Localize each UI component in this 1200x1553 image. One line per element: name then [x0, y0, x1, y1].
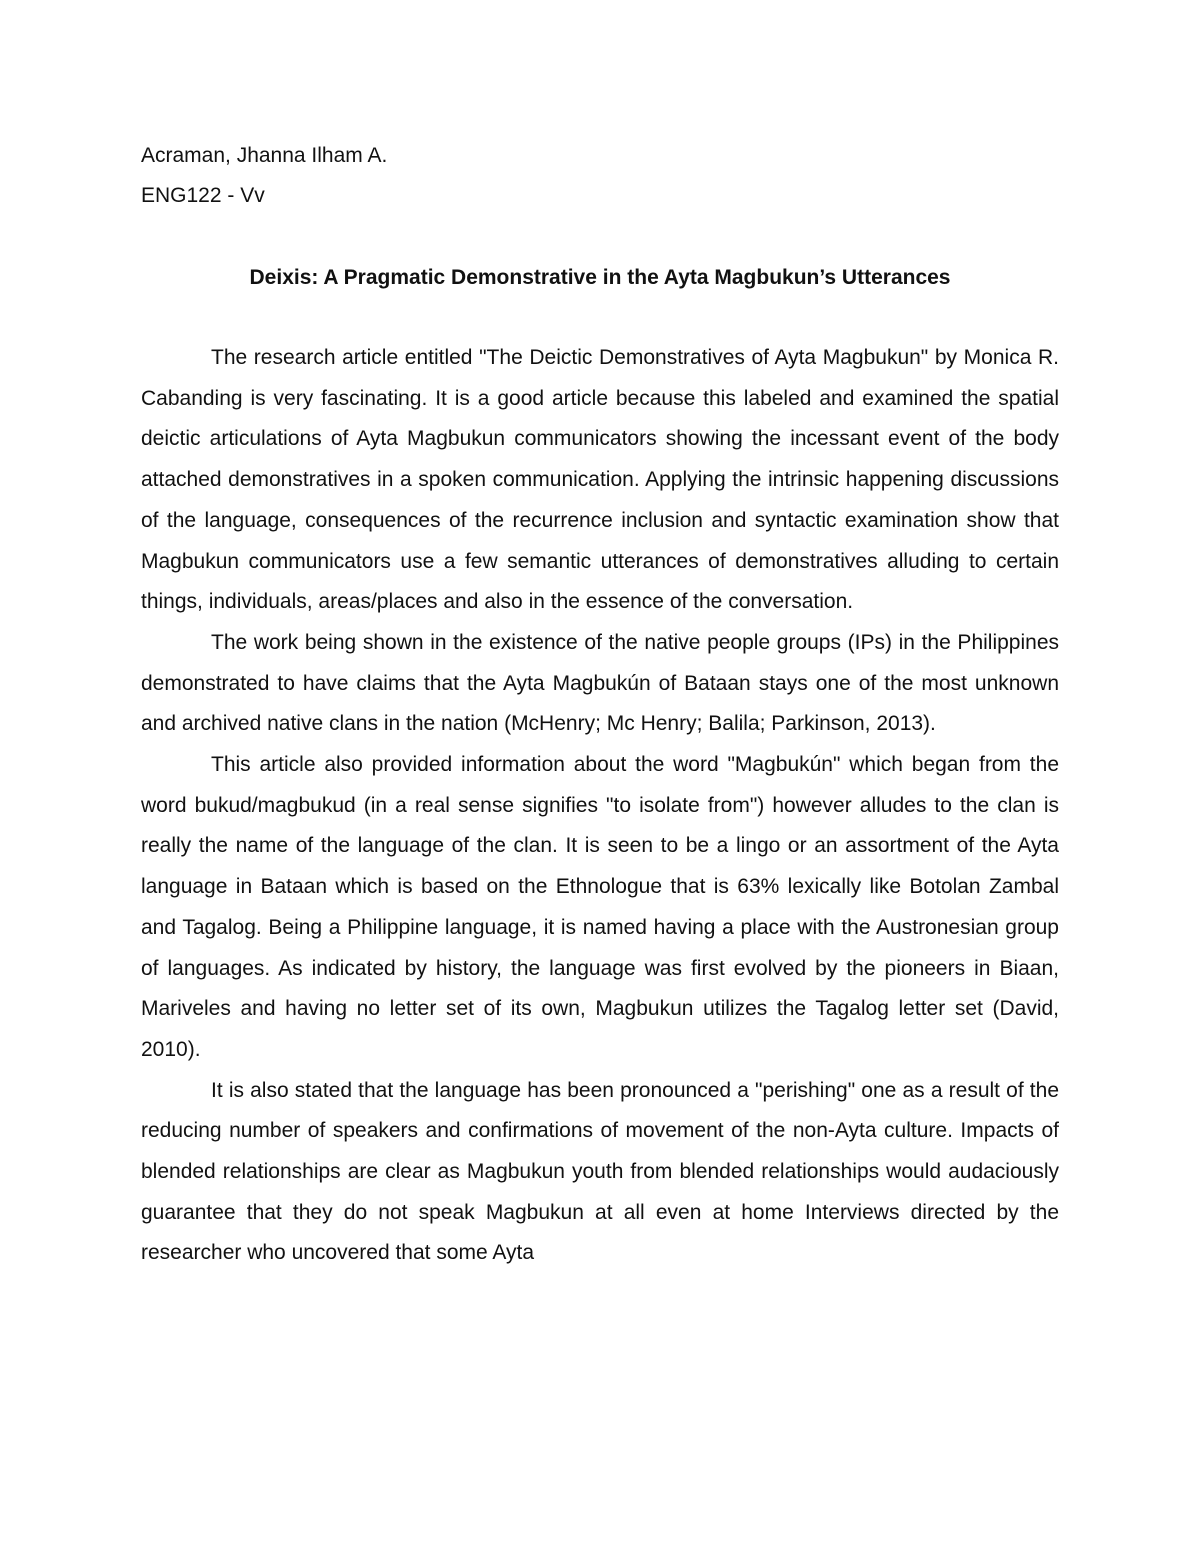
author-name: Acraman, Jhanna Ilham A. — [141, 144, 388, 167]
course-code: ENG122 - Vv — [141, 184, 265, 207]
essay-body — [141, 338, 1059, 1274]
body-paragraph-1: The research article entitled "The Deictic Demonstratives of Ayta Magbukun" by Monica R. Cabanding is very fascinating. It is a good article because this labeled and examined the spatial deictic articulations of Ayta Magbukun communicators showing the incessant event of the body attached demonstratives in a spoken communication. Applying the intrinsic happening discussions of the language, consequences of the recurrence inclusion and syntactic examination show that Magbukun communicators use a few semantic utterances of demonstratives alluding to certain things, individuals, areas/places and also in the essence of the conversation. — [141, 346, 1059, 614]
body-paragraph-2: The work being shown in the existence of the native people groups (IPs) in the Philippines demonstrated to have claims that the Ayta Magbukún of Bataan stays one of the most unknown and archived native clans in the nation (McHenry; Mc Henry; Balila; Parkinson, 2013). — [141, 630, 1059, 736]
essay-title: Deixis: A Pragmatic Demonstrative in the Ayta Magbukun’s Utterances — [249, 266, 951, 289]
body-paragraph-4: It is also stated that the language has been pronounced a "perishing" one as a result of the reducing number of speakers and confirmations of movement of the non-Ayta culture. Impacts of blended relationships are clear as Magbukun youth from blended relationships would audaciously guarantee that they do not speak Magbukun at all even at home Interviews directed by the researcher who uncovered that some Ayta — [141, 1078, 1059, 1265]
body-paragraph-3: This article also provided information about the word "Magbukún" which began from the word bukud/magbukud (in a real sense signifies "to isolate from") however alludes to the clan is really the name of the language of the clan. It is seen to be a lingo or an assortment of the Ayta language in Bataan which is based on the Ethnologue that is 63% lexically like Botolan Zambal and Tagalog. Being a Philippine language, it is named having a place with the Austronesian group of languages. As indicated by history, the language was first evolved by the pioneers in Biaan, Mariveles and having no letter set of its own, Magbukun utilizes the Tagalog letter set (David, 2010). — [141, 753, 1059, 1061]
